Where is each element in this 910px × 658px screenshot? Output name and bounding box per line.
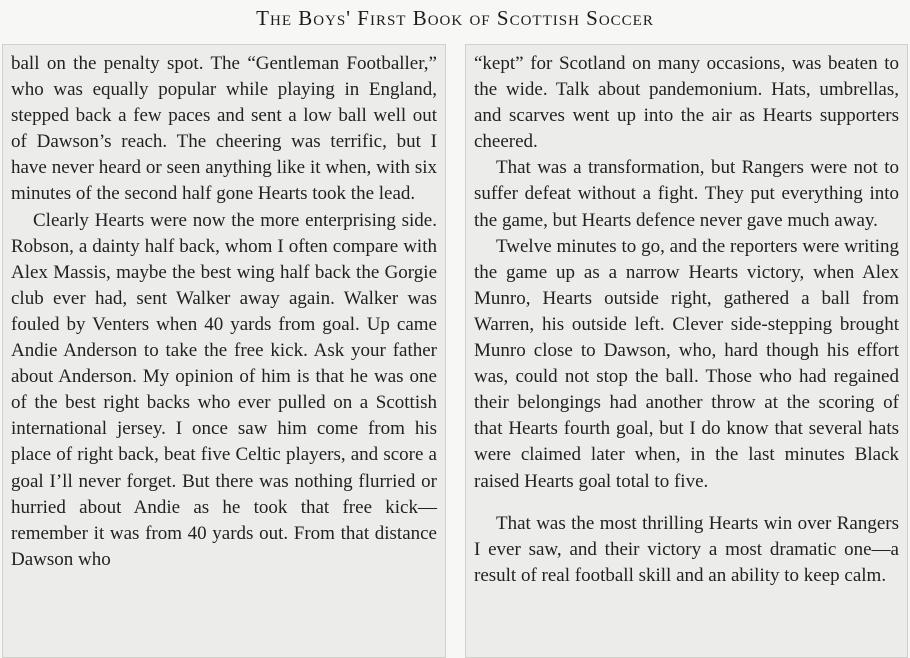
paragraph: “kept” for Scotland on many occasions, was beaten to the wide. Talk about pandemonium. Hats, umbrellas, and scarves went up into the air as Hearts supporters cheered. <box>474 53 899 153</box>
paragraph: Clearly Hearts were now the more enterprising side. Robson, a dainty half back, whom I often compare with Alex Massis, maybe the best wing half back the Gorgie club ever had, sent Walker away again. Walker was fouled by Venters when 40 yards from goal. Up came Andie Anderson to take the free kick. Ask your father about Anderson. My opinion of him is that he was one of the best right backs who ever pulled on a Scottish international jersey. I once saw him come from his place of right back, beat five Celtic players, and score a goal I’ll never forget. But there was nothing flurried or hurried about Andie as he took that free kick—remember it was from 40 yards out. From that distance Dawson who <box>11 209 437 570</box>
left-text-column <box>2 44 446 658</box>
paragraph: That was the most thrilling Hearts win over Rangers I ever saw, and their victory a most dramatic one—a result of real football skill and an ability to keep calm. <box>474 512 899 586</box>
paragraph: That was a transformation, but Rangers were not to suffer defeat without a fight. They put everything into the game, but Hearts defence never gave much away. <box>474 157 899 231</box>
paragraph: ball on the penalty spot. The “Gentleman Footballer,” who was equally popular while playing in England, stepped back a few paces and sent a low ball well out of Dawson’s reach. The cheering was terrific, but I have never heard or seen anything like it when, with six minutes of the second half gone Hearts took the lead. <box>11 53 437 205</box>
right-text-column <box>465 44 908 658</box>
running-head: The Boys' First Book of Scottish Soccer <box>256 6 654 30</box>
paragraph: Twelve minutes to go, and the reporters were writing the game up as a narrow Hearts victory, when Alex Munro, Hearts outside right, gathered a ball from Warren, his outside left. Clever side-stepping brought Munro close to Dawson, who, hard though his effort was, could not stop the ball. Those who had regained their belongings had another throw at the scoring of that Hearts fourth goal, but I do know that several hats were claimed later when, in the last minutes Black raised Hearts goal total to five. <box>474 235 899 492</box>
